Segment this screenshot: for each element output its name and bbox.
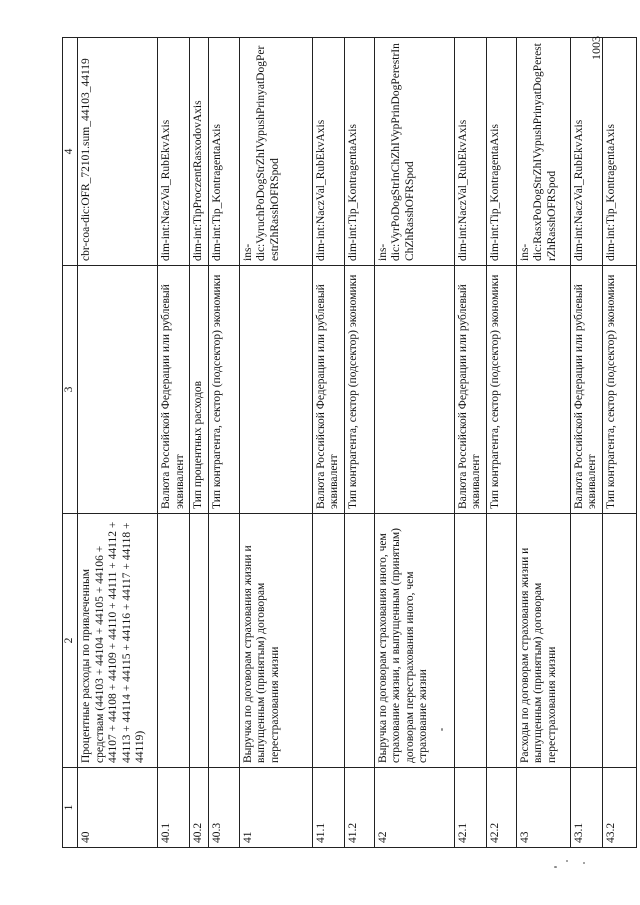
table-row: [486, 38, 516, 848]
element-code-cell: dim-int:NaczVal_RubEkvAxis: [158, 38, 190, 266]
indicator-name-cell: Выручка по договорам страхования иного, чем страхование жизни, и выпущенным (принятым) договорам перестрахования иного, чем страхование жизни: [374, 514, 454, 768]
dimension-name-cell: Валюта Российской Федерации или рублевый эквивалент: [454, 266, 486, 514]
dimension-name-cell: [239, 266, 312, 514]
dimension-name-cell: Валюта Российской Федерации или рублевый эквивалент: [312, 266, 344, 514]
column-header-3: 3: [63, 266, 78, 514]
indicator-name-cell: [158, 514, 190, 768]
indicator-name-cell: [454, 514, 486, 768]
element-code-cell: dim-int:Tip_KontragentaAxis: [208, 38, 239, 266]
dimension-name-cell: Тип контрагента, сектор (подсектор) экономики: [602, 266, 636, 514]
dimension-name-cell: Валюта Российской Федерации или рублевый эквивалент: [570, 266, 602, 514]
page-number: 1003: [589, 36, 603, 60]
row-number-cell: 42.1: [454, 768, 486, 848]
indicator-name-cell: [486, 514, 516, 768]
row-number-cell: 40: [78, 768, 158, 848]
element-code-cell: dim-int:Tip_KontragentaAxis: [344, 38, 374, 266]
dimension-name-cell: Тип процентных расходов: [190, 266, 209, 514]
dimension-name-cell: Тип контрагента, сектор (подсектор) экономики: [208, 266, 239, 514]
table-row: [570, 38, 602, 848]
row-number-cell: 42: [374, 768, 454, 848]
scan-speck: [583, 862, 585, 864]
table-row: [239, 38, 312, 848]
table-row: [312, 38, 344, 848]
indicator-name-cell: [190, 514, 209, 768]
row-number-cell: 42.2: [486, 768, 516, 848]
column-header-2: 2: [63, 514, 78, 768]
table-row: [602, 38, 636, 848]
row-number-cell: 40.1: [158, 768, 190, 848]
row-number-cell: 41.1: [312, 768, 344, 848]
column-header-1: 1: [63, 768, 78, 848]
dimension-name-cell: Валюта Российской Федерации или рублевый эквивалент: [158, 266, 190, 514]
element-code-cell: dim-int:Tip_KontragentaAxis: [486, 38, 516, 266]
element-code-cell: dim-int:TipProczentRasxodovAxis: [190, 38, 209, 266]
row-number-cell: 40.3: [208, 768, 239, 848]
header-row: [63, 38, 78, 848]
row-number-cell: 41.2: [344, 768, 374, 848]
element-code-cell: dim-int:NaczVal_RubEkvAxis: [570, 38, 602, 266]
element-code-cell: cbr-coa-dic:OFR_72101.sum_44103_44119: [78, 38, 158, 266]
element-code-cell: dim-int:NaczVal_RubEkvAxis: [312, 38, 344, 266]
scan-speck: [554, 866, 557, 868]
column-header-4: 4: [63, 38, 78, 266]
row-number-cell: 40.2: [190, 768, 209, 848]
table-row: [344, 38, 374, 848]
indicator-name-cell: [602, 514, 636, 768]
indicator-name-cell: Процентные расходы по привлеченным средствам (44103 + 44104 + 44105 + 44106 + 44107 + 44108 + 44109 + 44110 + 44111 + 44112 + 44113 + 44114 + 44115 + 44116 + 44117 + 44118 + 44119): [78, 514, 158, 768]
table-row: [78, 38, 158, 848]
element-code-cell: dim-int:NaczVal_RubEkvAxis: [454, 38, 486, 266]
indicator-name-cell: Расходы по договорам страхования жизни и выпущенным (принятым) договорам перестрахования жизни: [516, 514, 570, 768]
indicator-name-cell: [312, 514, 344, 768]
table-row: [374, 38, 454, 848]
row-number-cell: 43.2: [602, 768, 636, 848]
table-row: [454, 38, 486, 848]
element-code-cell: ins-dic:VyruchPoDogStrZhIVypushPrinyatDogPerestrZhRasshOFRSpod: [239, 38, 312, 266]
row-number-cell: 41: [239, 768, 312, 848]
table-row: [516, 38, 570, 848]
dimension-name-cell: Тип контрагента, сектор (подсектор) экономики: [486, 266, 516, 514]
indicator-name-cell: Выручка по договорам страхования жизни и выпущенным (принятым) договорам перестрахования жизни: [239, 514, 312, 768]
dimension-name-cell: [516, 266, 570, 514]
indicator-name-cell: [344, 514, 374, 768]
indicator-name-cell: [570, 514, 602, 768]
table-row: [190, 38, 209, 848]
table-row: [158, 38, 190, 848]
scan-speck: [566, 860, 568, 862]
dimension-name-cell: [78, 266, 158, 514]
row-number-cell: 43.1: [570, 768, 602, 848]
dimension-name-cell: [374, 266, 454, 514]
table-body: [78, 38, 637, 848]
element-code-cell: ins-dic:VyrPoDogStrInChZhIVypPrinDogPerestrInChZhRasshOFRSpod: [374, 38, 454, 266]
dimension-name-cell: Тип контрагента, сектор (подсектор) экономики: [344, 266, 374, 514]
table-row: [208, 38, 239, 848]
indicator-name-cell: [208, 514, 239, 768]
data-table: [62, 37, 637, 848]
row-number-cell: 43: [516, 768, 570, 848]
element-code-cell: ins-dic:RasxPoDogStrZhIVypushPrinyatDogPerestrZhRasshOFRSpod: [516, 38, 570, 266]
element-code-cell: dim-int:Tip_KontragentaAxis: [602, 38, 636, 266]
scan-speck: [441, 728, 443, 731]
